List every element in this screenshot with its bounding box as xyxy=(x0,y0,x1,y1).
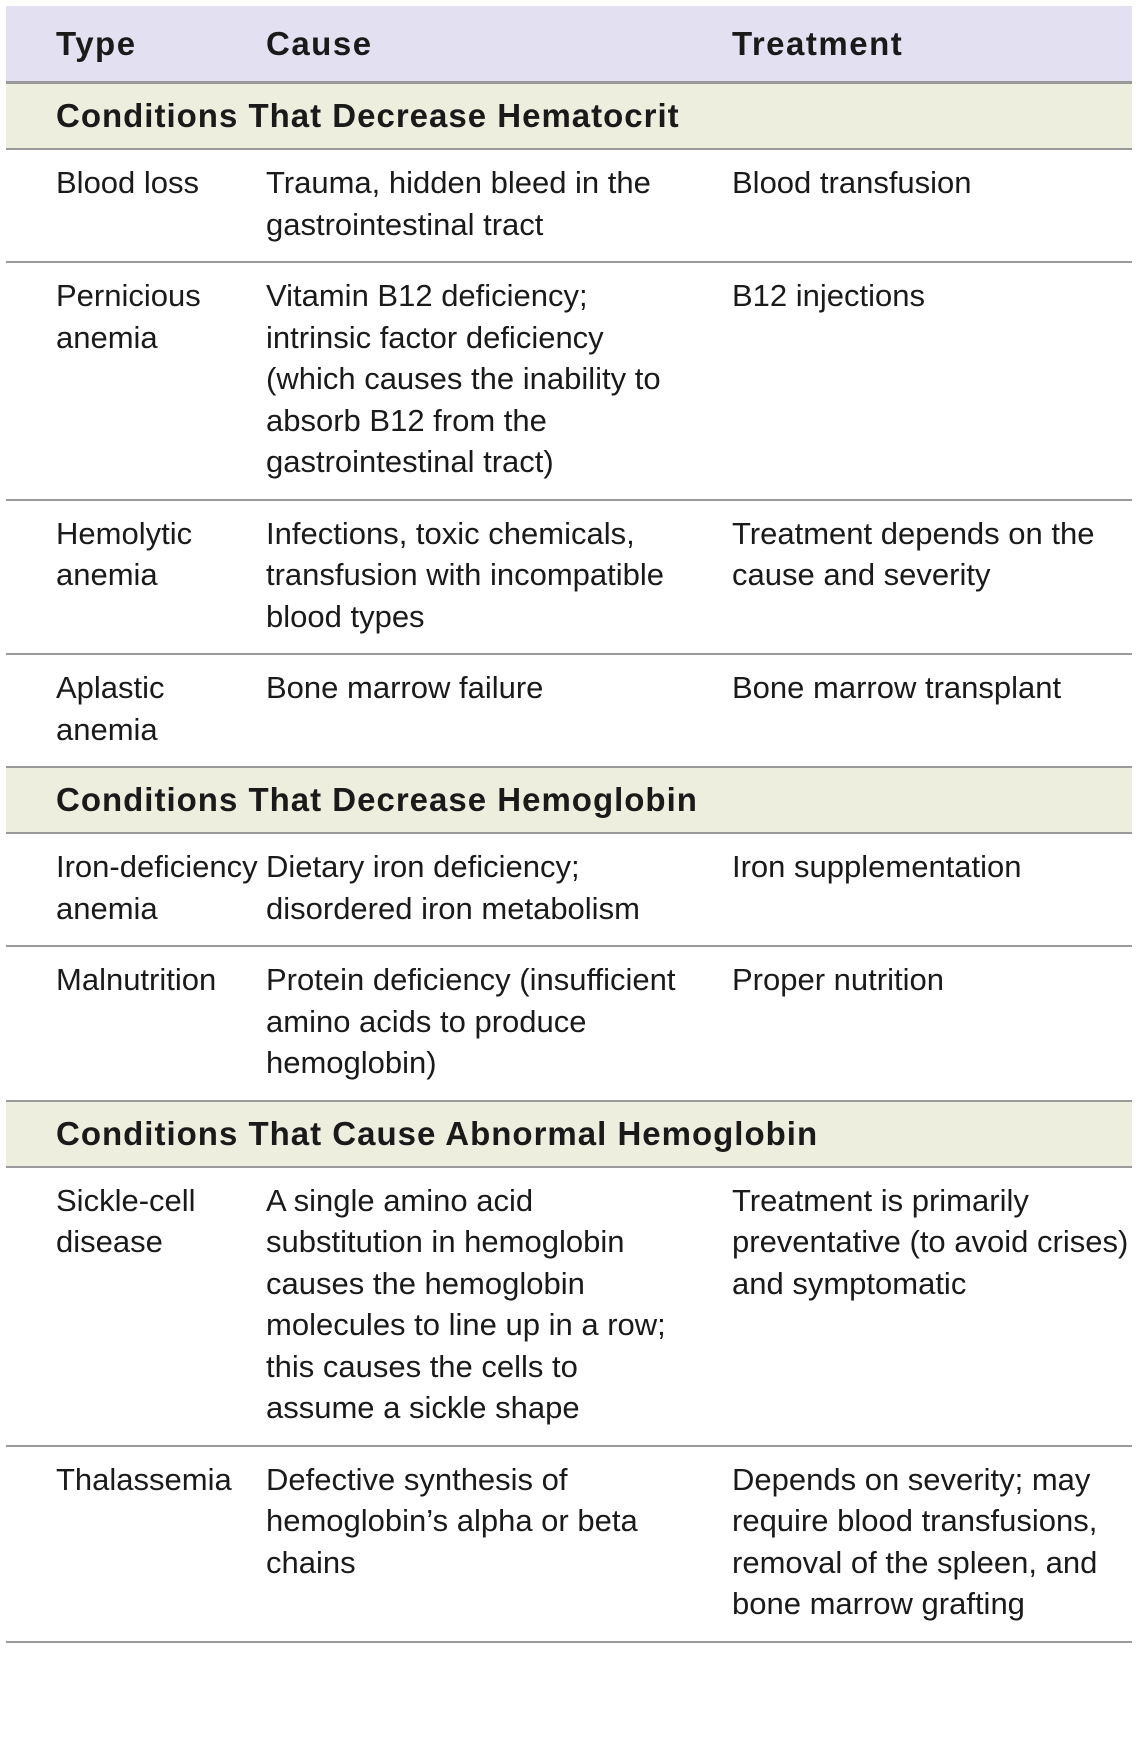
type-cell: Blood loss xyxy=(6,149,266,262)
treatment-cell: Iron supplementation xyxy=(732,833,1132,946)
section-header xyxy=(6,83,1132,150)
table-row xyxy=(6,149,1132,262)
type-cell: Iron-deficiency anemia xyxy=(6,833,266,946)
treatment-cell: Bone marrow transplant xyxy=(732,654,1132,767)
treatment-cell: B12 injections xyxy=(732,262,1132,500)
cause-cell: Protein deficiency (insufficient amino acids to produce hemoglobin) xyxy=(266,946,732,1101)
treatment-cell: Blood transfusion xyxy=(732,149,1132,262)
section-title: Conditions That Decrease Hemoglobin xyxy=(6,767,1132,833)
table-row xyxy=(6,1167,1132,1446)
table-row xyxy=(6,1446,1132,1642)
type-cell: Pernicious anemia xyxy=(6,262,266,500)
cause-cell: Defective synthesis of hemoglobin’s alpha or beta chains xyxy=(266,1446,732,1642)
conditions-table xyxy=(6,6,1132,1643)
section-header xyxy=(6,767,1132,833)
table-row xyxy=(6,500,1132,655)
treatment-cell: Depends on severity; may require blood transfusions, removal of the spleen, and bone marrow grafting xyxy=(732,1446,1132,1642)
section-header xyxy=(6,1101,1132,1167)
cause-cell: Dietary iron deficiency; disordered iron metabolism xyxy=(266,833,732,946)
column-header-cause: Cause xyxy=(266,6,732,83)
type-cell: Thalassemia xyxy=(6,1446,266,1642)
type-cell: Malnutrition xyxy=(6,946,266,1101)
cause-cell: Trauma, hidden bleed in the gastrointestinal tract xyxy=(266,149,732,262)
treatment-cell: Treatment depends on the cause and severity xyxy=(732,500,1132,655)
table-row xyxy=(6,833,1132,946)
type-cell: Sickle-cell disease xyxy=(6,1167,266,1446)
table-row xyxy=(6,946,1132,1101)
type-cell: Aplastic anemia xyxy=(6,654,266,767)
column-header-type: Type xyxy=(6,6,266,83)
table-row xyxy=(6,654,1132,767)
cause-cell: Infections, toxic chemicals, transfusion with incompatible blood types xyxy=(266,500,732,655)
table-header xyxy=(6,6,1132,83)
cause-cell: Bone marrow failure xyxy=(266,654,732,767)
table-row xyxy=(6,262,1132,500)
treatment-cell: Treatment is primarily preventative (to avoid crises) and symptomatic xyxy=(732,1167,1132,1446)
cause-cell: A single amino acid substitution in hemoglobin causes the hemoglobin molecules to line up in a row; this causes the cells to assume a sickle shape xyxy=(266,1167,732,1446)
type-cell: Hemolytic anemia xyxy=(6,500,266,655)
section-title: Conditions That Decrease Hematocrit xyxy=(6,83,1132,150)
section-title: Conditions That Cause Abnormal Hemoglobin xyxy=(6,1101,1132,1167)
column-header-treatment: Treatment xyxy=(732,6,1132,83)
treatment-cell: Proper nutrition xyxy=(732,946,1132,1101)
cause-cell: Vitamin B12 deficiency; intrinsic factor deficiency (which causes the inability to absorb B12 from the gastrointestinal tract) xyxy=(266,262,732,500)
